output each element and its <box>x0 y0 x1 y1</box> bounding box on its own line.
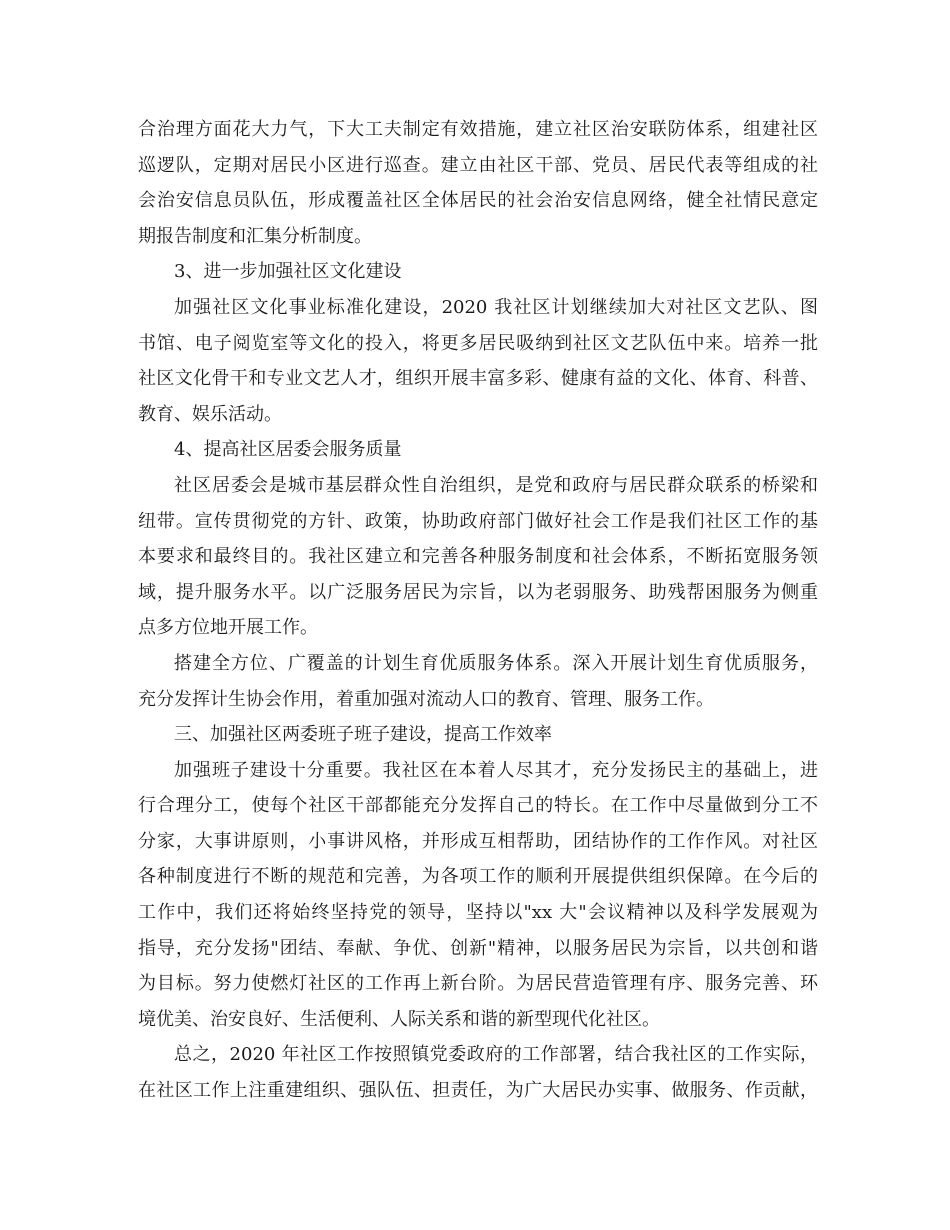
text-line: 社区居委会是城市基层群众性自治组织，是党和政府与居民群众联系的桥梁和 <box>174 474 818 496</box>
text-line: 会治安信息员队伍，形成覆盖社区全体居民的社会治安信息网络，健全社情民意定 <box>138 190 818 212</box>
text-line: 巡逻队，定期对居民小区进行巡查。建立由社区干部、党员、居民代表等组成的社 <box>138 154 818 176</box>
text-line: 点多方位地开展工作。 <box>138 617 318 639</box>
text-line: 教育、娱乐活动。 <box>138 403 282 425</box>
text-line: 分家，大事讲原则，小事讲风格，并形成互相帮助，团结协作的工作作风。对社区 <box>138 830 818 852</box>
text-line: 域，提升服务水平。以广泛服务居民为宗旨，以为老弱服务、助残帮困服务为侧重 <box>138 581 818 603</box>
text-line: 书馆、电子阅览室等文化的投入，将更多居民吸纳到社区文艺队伍中来。培养一批 <box>138 332 818 354</box>
document-body <box>138 112 818 1109</box>
text-line: 加强社区文化事业标准化建设，2020 我社区计划继续加大对社区文艺队、图 <box>174 296 818 318</box>
text-line: 指导，充分发扬"团结、奉献、争优、创新"精神，以服务居民为宗旨，以共创和谐 <box>138 937 818 959</box>
text-line: 合治理方面花大力气，下大工夫制定有效措施，建立社区治安联防体系，组建社区 <box>138 119 818 140</box>
text-line: 工作中，我们还将始终坚持党的领导，坚持以"xx 大"会议精神以及科学发展观为 <box>138 902 818 924</box>
text-line: 为目标。努力使燃灯社区的工作再上新台阶。为居民营造管理有序、服务完善、环 <box>138 973 818 995</box>
text-line: 纽带。宣传贯彻党的方针、政策，协助政府部门做好社会工作是我们社区工作的基 <box>138 510 818 532</box>
text-line: 充分发挥计生协会作用，着重加强对流动人口的教育、管理、服务工作。 <box>138 688 714 710</box>
text-line: 本要求和最终目的。我社区建立和完善各种服务制度和社会体系，不断拓宽服务领 <box>138 546 818 568</box>
text-line: 4、提高社区居委会服务质量 <box>174 439 402 461</box>
text-line: 社区文化骨干和专业文艺人才，组织开展丰富多彩、健康有益的文化、体育、科普、 <box>138 368 818 390</box>
text-line: 境优美、治安良好、生活便利、人际关系和谐的新型现代化社区。 <box>138 1008 660 1030</box>
text-line: 三、加强社区两委班子班子建设，提高工作效率 <box>174 724 552 746</box>
text-line: 加强班子建设十分重要。我社区在本着人尽其才，充分发扬民主的基础上，进 <box>174 759 818 781</box>
text-line: 期报告制度和汇集分析制度。 <box>138 225 372 247</box>
text-line: 总之，2020 年社区工作按照镇党委政府的工作部署，结合我社区的工作实际， <box>174 1044 818 1066</box>
text-line: 在社区工作上注重建组织、强队伍、担责任，为广大居民办实事、做服务、作贡献， <box>138 1080 818 1102</box>
text-line: 行合理分工，使每个社区干部都能充分发挥自己的特长。在工作中尽量做到分工不 <box>138 795 818 817</box>
text-line: 3、进一步加强社区文化建设 <box>174 261 402 283</box>
text-line: 搭建全方位、广覆盖的计划生育优质服务体系。深入开展计划生育优质服务， <box>174 652 818 674</box>
text-line: 各种制度进行不断的规范和完善，为各项工作的顺利开展提供组织保障。在今后的 <box>138 866 818 888</box>
